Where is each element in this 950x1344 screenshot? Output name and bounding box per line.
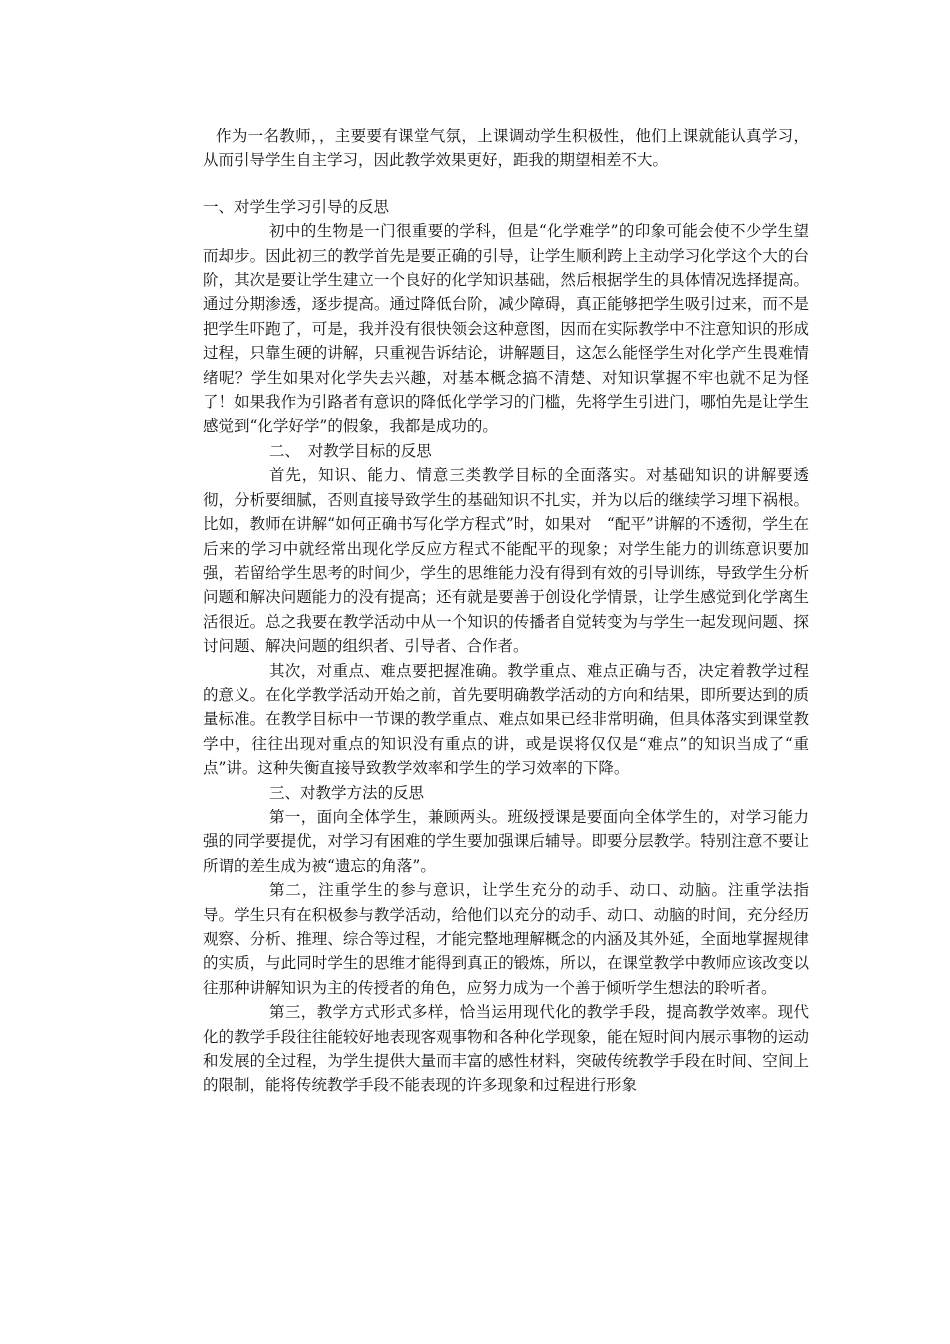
section-1-heading: 一、对学生学习引导的反思 — [203, 197, 390, 216]
section-1-paragraph-1: 初中的生物是一门很重要的学科，但是“化学难学”的印象可能会使不少学生望而却步。因此初三的教学首先是要正确的引导，让学生顺利跨上主动学习化学这个大的台阶，其次是要让学生建立一个良好的化学知识基础，然后根据学生的具体情况选择提高。通过分期渗透，逐步提高。通过降低台阶，减少障碍，真正能够把学生吸引过来，而不是把学生吓跑了，可是，我并没有很快领会这种意图，因而在实际教学中不注意知识的形成过程，只靠生硬的讲解，只重视告诉结论，讲解题目，这怎么能怪学生对化学产生畏难情绪呢？学生如果对化学失去兴趣，对基本概念搞不清楚、对知识掌握不牢也就不足为怪了！如果我作为引路者有意识的降低化学学习的门槛，先将学生引进门，哪怕先是让学生感觉到“化学好学”的假象，我都是成功的。 — [203, 222, 809, 436]
section-3-paragraph-3: 第三，教学方式形式多样，恰当运用现代化的教学手段，提高教学效率。现代化的教学手段往往能较好地表现客观事物和各种化学现象，能在短时间内展示事物的运动和发展的全过程，为学生提供大量而丰富的感性材料，突破传统教学手段在时间、空间上的限制，能将传统教学手段不能表现的许多现象和过程进行形象 — [203, 1003, 809, 1095]
section-3-heading: 三、对教学方法的反思 — [269, 783, 425, 802]
section-3-paragraph-1: 第一，面向全体学生，兼顾两头。班级授课是要面向全体学生的，对学习能力强的同学要提优，对学习有困难的学生要加强课后辅导。即要分层教学。特别注意不要让所谓的差生成为被“遗忘的角落”。 — [203, 807, 809, 875]
section-2-paragraph-2: 其次，对重点、难点要把握准确。教学重点、难点正确与否，决定着教学过程的意义。在化学教学活动开始之前，首先要明确教学活动的方向和结果，即所要达到的质量标准。在教学目标中一节课的教学重点、难点如果已经非常明确，但具体落实到课堂教学中，往往出现对重点的知识没有重点的讲，或是误将仅仅是“难点”的知识当成了“重点”讲。这种失衡直接导致教学效率和学生的学习效率的下降。 — [203, 661, 809, 778]
intro-paragraph: 作为一名教师，，主要要有课堂气氛，上课调动学生积极性，他们上课就能认真学习，从而引导学生自主学习，因此教学效果更好，距我的期望相差不大。 — [203, 127, 809, 170]
section-3-paragraph-2: 第二，注重学生的参与意识，让学生充分的动手、动口、动脑。注重学法指导。学生只有在积极参与教学活动，给他们以充分的动手、动口、动脑的时间，充分经历观察、分析、推理、综合等过程，才能完整地理解概念的内涵及其外延，全面地掌握规律的实质，与此同时学生的思维才能得到真正的锻炼，所以，在课堂教学中教师应该改变以往那种讲解知识为主的传授者的角色，应努力成为一个善于倾听学生想法的聆听者。 — [203, 881, 809, 997]
section-2-heading: 二、 对教学目标的反思 — [269, 441, 432, 460]
document-body — [203, 124, 809, 1098]
paragraph-spacer — [203, 173, 809, 195]
section-2-paragraph-1: 首先，知识、能力、情意三类教学目标的全面落实。对基础知识的讲解要透彻，分析要细腻，否则直接导致学生的基础知识不扎实，并为以后的继续学习埋下祸根。比如，教师在讲解“如何正确书写化学方程式”时，如果对 “配平”讲解的不透彻，学生在后来的学习中就经常出现化学反应方程式不能配平的现象；对学生能力的训练意识要加强，若留给学生思考的时间少，学生的思维能力没有得到有效的引导训练，导致学生分析问题和解决问题能力的没有提高；还有就是要善于创设化学情景，让学生感觉到化学离生活很近。总之我要在教学活动中从一个知识的传播者自觉转变为与学生一起发现问题、探讨问题、解决问题的组织者、引导者、合作者。 — [203, 466, 809, 656]
